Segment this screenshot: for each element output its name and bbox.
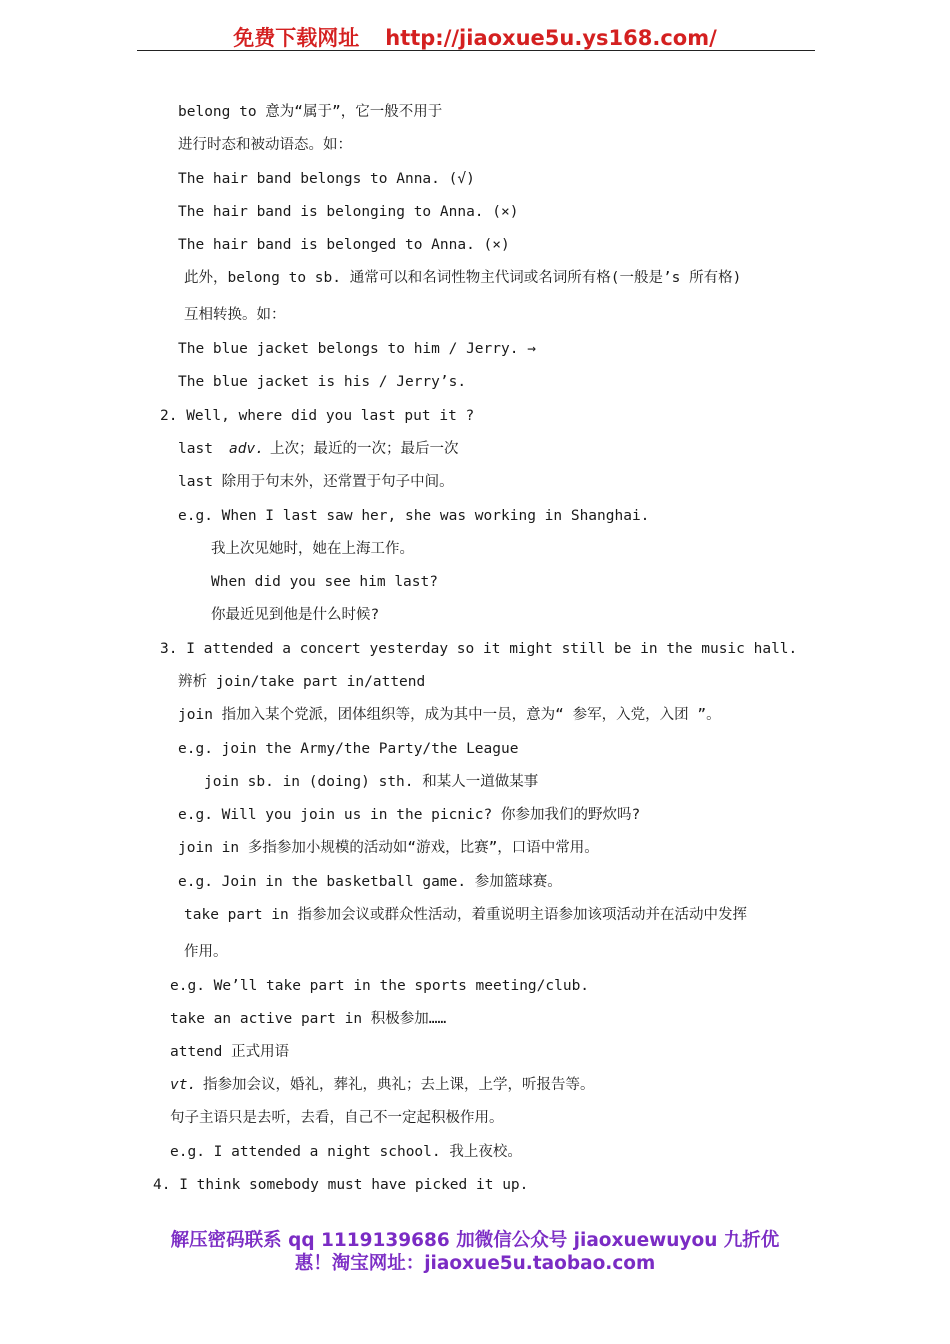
part-of-speech: adv.: [229, 441, 264, 457]
item-heading: 2. Well, where did you last put it ?: [160, 408, 475, 424]
text-line: join in 多指参加小规模的活动如“游戏，比赛”，口语中常用。: [178, 840, 599, 856]
text-line: 作用。: [184, 944, 228, 960]
text-line: The hair band is belonging to Anna. (×): [178, 204, 519, 220]
text-line: The hair band belongs to Anna. (√): [178, 171, 475, 187]
header-label: 免费下载网址: [233, 26, 360, 50]
text-line: The blue jacket belongs to him / Jerry. →: [178, 341, 536, 357]
text-line: take part in 指参加会议或群众性活动，着重说明主语参加该项活动并在活动中发挥: [184, 907, 747, 923]
example-line: e.g. We’ll take part in the sports meeting/club.: [170, 978, 590, 994]
text-line: take an active part in 积极参加……: [170, 1011, 447, 1027]
example-line: e.g. Join in the basketball game. 参加篮球赛。: [178, 874, 562, 890]
text-line: The blue jacket is his / Jerry’s.: [178, 374, 467, 390]
text-line: 此外，belong to sb. 通常可以和名词性物主代词或名词所有格(一般是’s 所有格): [184, 270, 742, 286]
example-line: e.g. Will you join us in the picnic? 你参加我们的野炊吗?: [178, 807, 641, 823]
footer-line-2: 惠！淘宝网址：jiaoxue5u.taobao.com: [294, 1253, 656, 1274]
text-line: When did you see him last?: [211, 574, 438, 590]
text-line: last 除用于句末外，还常置于句子中间。: [178, 474, 454, 490]
item-heading: 4. I think somebody must have picked it up.: [153, 1177, 529, 1193]
text-line: 指参加会议，婚礼，葬礼，典礼；去上课，上学，听报告等。: [203, 1077, 595, 1093]
text-line: 你最近见到他是什么时候?: [211, 607, 380, 623]
text-line: last: [178, 441, 213, 457]
text-line: join sb. in (doing) sth. 和某人一道做某事: [204, 774, 539, 790]
text-line: 上次；最近的一次；最后一次: [270, 441, 459, 457]
header-rule: [137, 50, 815, 51]
text-line: 我上次见她时，她在上海工作。: [211, 541, 414, 557]
header-url[interactable]: http://jiaoxue5u.ys168.com/: [385, 26, 717, 50]
part-of-speech: vt.: [170, 1077, 197, 1093]
text-line: attend 正式用语: [170, 1044, 290, 1060]
text-line: belong to 意为“属于”，它一般不用于: [178, 104, 443, 120]
example-line: e.g. When I last saw her, she was working in Shanghai.: [178, 508, 650, 524]
text-line: join 指加入某个党派，团体组织等，成为其中一员，意为“ 参军，入党，入团 ”。: [178, 707, 721, 723]
download-header: [0, 22, 950, 52]
example-line: e.g. join the Army/the Party/the League: [178, 741, 519, 757]
text-line: 互相转换。如：: [184, 307, 286, 323]
text-line: The hair band is belonged to Anna. (×): [178, 237, 510, 253]
text-line: 句子主语只是去听，去看，自己不一定起积极作用。: [170, 1110, 504, 1126]
footer-line-1: 解压密码联系 qq 1119139686 加微信公众号 jiaoxuewuyou 九折优: [170, 1230, 780, 1251]
text-line: 辨析 join/take part in/attend: [178, 674, 426, 690]
text-line: 进行时态和被动语态。如：: [178, 137, 352, 153]
example-line: e.g. I attended a night school. 我上夜校。: [170, 1144, 522, 1160]
item-heading: 3. I attended a concert yesterday so it might still be in the music hall.: [160, 641, 798, 657]
